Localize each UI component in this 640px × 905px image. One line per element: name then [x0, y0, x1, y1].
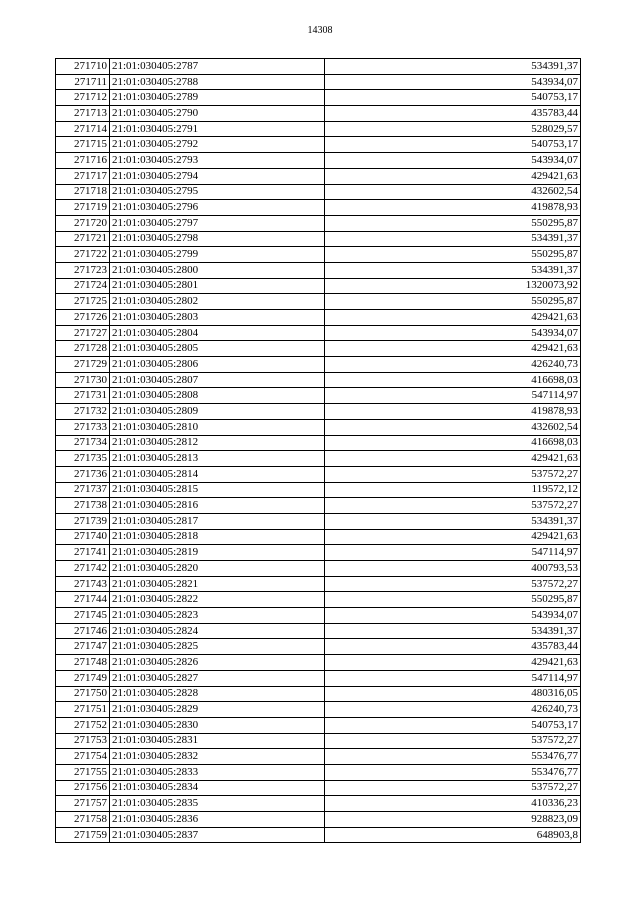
row-number: 271750 [56, 686, 110, 702]
cadastral-value: 429421,63 [325, 529, 581, 545]
table-row [56, 419, 581, 435]
cadastral-number: 21:01:030405:2804 [110, 325, 325, 341]
table-row [56, 608, 581, 624]
table-row [56, 482, 581, 498]
cadastral-number: 21:01:030405:2822 [110, 592, 325, 608]
cadastral-value: 534391,37 [325, 59, 581, 75]
row-number: 271714 [56, 121, 110, 137]
row-number: 271718 [56, 184, 110, 200]
cadastral-value: 547114,97 [325, 545, 581, 561]
cadastral-value: 410336,23 [325, 796, 581, 812]
table-row [56, 812, 581, 828]
row-number: 271730 [56, 372, 110, 388]
row-number: 271719 [56, 200, 110, 216]
cadastral-value: 432602,54 [325, 419, 581, 435]
cadastral-number: 21:01:030405:2793 [110, 153, 325, 169]
table-row [56, 341, 581, 357]
row-number: 271758 [56, 812, 110, 828]
cadastral-value: 426240,73 [325, 702, 581, 718]
table-row [56, 294, 581, 310]
cadastral-number: 21:01:030405:2830 [110, 717, 325, 733]
row-number: 271754 [56, 749, 110, 765]
cadastral-number: 21:01:030405:2833 [110, 764, 325, 780]
cadastral-number: 21:01:030405:2818 [110, 529, 325, 545]
cadastral-value: 543934,07 [325, 153, 581, 169]
cadastral-number: 21:01:030405:2816 [110, 498, 325, 514]
cadastral-number: 21:01:030405:2813 [110, 451, 325, 467]
cadastral-value: 429421,63 [325, 341, 581, 357]
table-row [56, 498, 581, 514]
cadastral-value: 547114,97 [325, 388, 581, 404]
cadastral-value: 429421,63 [325, 310, 581, 326]
cadastral-value: 419878,93 [325, 404, 581, 420]
table-row [56, 513, 581, 529]
cadastral-number: 21:01:030405:2792 [110, 137, 325, 153]
cadastral-number: 21:01:030405:2815 [110, 482, 325, 498]
table-row [56, 717, 581, 733]
cadastral-value: 537572,27 [325, 733, 581, 749]
table-row [56, 153, 581, 169]
table-row [56, 121, 581, 137]
cadastral-value: 416698,03 [325, 435, 581, 451]
cadastral-value: 547114,97 [325, 670, 581, 686]
table-row [56, 404, 581, 420]
cadastral-value: 119572,12 [325, 482, 581, 498]
row-number: 271736 [56, 466, 110, 482]
table-row [56, 749, 581, 765]
cadastral-number: 21:01:030405:2795 [110, 184, 325, 200]
cadastral-number: 21:01:030405:2835 [110, 796, 325, 812]
table-row [56, 231, 581, 247]
cadastral-value: 416698,03 [325, 372, 581, 388]
cadastral-number: 21:01:030405:2800 [110, 262, 325, 278]
cadastral-value: 528029,57 [325, 121, 581, 137]
cadastral-value: 550295,87 [325, 294, 581, 310]
table-row [56, 357, 581, 373]
table-row [56, 90, 581, 106]
cadastral-number: 21:01:030405:2807 [110, 372, 325, 388]
table-row [56, 827, 581, 843]
cadastral-value: 543934,07 [325, 74, 581, 90]
row-number: 271738 [56, 498, 110, 514]
cadastral-value: 435783,44 [325, 639, 581, 655]
table-row [56, 435, 581, 451]
row-number: 271745 [56, 608, 110, 624]
row-number: 271756 [56, 780, 110, 796]
table-row [56, 655, 581, 671]
cadastral-value: 429421,63 [325, 655, 581, 671]
table-row [56, 780, 581, 796]
cadastral-value: 543934,07 [325, 608, 581, 624]
row-number: 271746 [56, 623, 110, 639]
cadastral-number: 21:01:030405:2808 [110, 388, 325, 404]
cadastral-value: 480316,05 [325, 686, 581, 702]
cadastral-value: 435783,44 [325, 106, 581, 122]
cadastral-value: 540753,17 [325, 717, 581, 733]
cadastral-number: 21:01:030405:2831 [110, 733, 325, 749]
table-row [56, 168, 581, 184]
row-number: 271757 [56, 796, 110, 812]
cadastral-value: 534391,37 [325, 231, 581, 247]
table-row [56, 325, 581, 341]
table-row [56, 200, 581, 216]
cadastral-number: 21:01:030405:2829 [110, 702, 325, 718]
cadastral-number: 21:01:030405:2837 [110, 827, 325, 843]
table-row [56, 262, 581, 278]
cadastral-number: 21:01:030405:2789 [110, 90, 325, 106]
table-row [56, 310, 581, 326]
cadastral-number: 21:01:030405:2820 [110, 561, 325, 577]
table-row [56, 74, 581, 90]
row-number: 271753 [56, 733, 110, 749]
table-row [56, 466, 581, 482]
table-row [56, 388, 581, 404]
cadastral-value: 426240,73 [325, 357, 581, 373]
cadastral-value: 400793,53 [325, 561, 581, 577]
cadastral-number: 21:01:030405:2823 [110, 608, 325, 624]
row-number: 271755 [56, 764, 110, 780]
cadastral-number: 21:01:030405:2812 [110, 435, 325, 451]
table-row [56, 215, 581, 231]
cadastral-number: 21:01:030405:2791 [110, 121, 325, 137]
table-row [56, 623, 581, 639]
table-row [56, 372, 581, 388]
row-number: 271720 [56, 215, 110, 231]
row-number: 271728 [56, 341, 110, 357]
cadastral-number: 21:01:030405:2825 [110, 639, 325, 655]
table-row [56, 451, 581, 467]
row-number: 271732 [56, 404, 110, 420]
row-number: 271724 [56, 278, 110, 294]
row-number: 271740 [56, 529, 110, 545]
table-row [56, 686, 581, 702]
table-row [56, 106, 581, 122]
row-number: 271715 [56, 137, 110, 153]
cadastral-value: 543934,07 [325, 325, 581, 341]
row-number: 271725 [56, 294, 110, 310]
cadastral-number: 21:01:030405:2806 [110, 357, 325, 373]
table-row [56, 592, 581, 608]
row-number: 271729 [56, 357, 110, 373]
cadastral-value: 534391,37 [325, 623, 581, 639]
table-row [56, 137, 581, 153]
cadastral-value: 1320073,92 [325, 278, 581, 294]
row-number: 271748 [56, 655, 110, 671]
table-row [56, 796, 581, 812]
cadastral-value: 534391,37 [325, 513, 581, 529]
cadastral-number: 21:01:030405:2810 [110, 419, 325, 435]
cadastral-value: 540753,17 [325, 137, 581, 153]
cadastral-number: 21:01:030405:2826 [110, 655, 325, 671]
table-row [56, 247, 581, 263]
table-row [56, 278, 581, 294]
row-number: 271716 [56, 153, 110, 169]
row-number: 271741 [56, 545, 110, 561]
table-body [56, 59, 581, 843]
cadastral-value: 928823,09 [325, 812, 581, 828]
row-number: 271721 [56, 231, 110, 247]
cadastral-value: 537572,27 [325, 780, 581, 796]
row-number: 271737 [56, 482, 110, 498]
cadastral-value: 550295,87 [325, 215, 581, 231]
cadastral-number: 21:01:030405:2797 [110, 215, 325, 231]
cadastral-value: 432602,54 [325, 184, 581, 200]
table-row [56, 545, 581, 561]
cadastral-number: 21:01:030405:2796 [110, 200, 325, 216]
cadastral-value: 537572,27 [325, 576, 581, 592]
cadastral-value: 429421,63 [325, 451, 581, 467]
cadastral-value: 534391,37 [325, 262, 581, 278]
cadastral-number: 21:01:030405:2814 [110, 466, 325, 482]
cadastral-number: 21:01:030405:2827 [110, 670, 325, 686]
cadastral-value: 648903,8 [325, 827, 581, 843]
cadastral-number: 21:01:030405:2794 [110, 168, 325, 184]
cadastral-value: 540753,17 [325, 90, 581, 106]
cadastral-number: 21:01:030405:2836 [110, 812, 325, 828]
row-number: 271727 [56, 325, 110, 341]
cadastral-value: 550295,87 [325, 247, 581, 263]
cadastral-value-table [55, 58, 581, 843]
cadastral-number: 21:01:030405:2798 [110, 231, 325, 247]
cadastral-value: 553476,77 [325, 749, 581, 765]
row-number: 271710 [56, 59, 110, 75]
row-number: 271711 [56, 74, 110, 90]
cadastral-number: 21:01:030405:2817 [110, 513, 325, 529]
row-number: 271723 [56, 262, 110, 278]
cadastral-value: 429421,63 [325, 168, 581, 184]
cadastral-number: 21:01:030405:2788 [110, 74, 325, 90]
cadastral-value: 537572,27 [325, 466, 581, 482]
cadastral-number: 21:01:030405:2801 [110, 278, 325, 294]
row-number: 271735 [56, 451, 110, 467]
row-number: 271759 [56, 827, 110, 843]
cadastral-number: 21:01:030405:2828 [110, 686, 325, 702]
cadastral-number: 21:01:030405:2787 [110, 59, 325, 75]
table-row [56, 576, 581, 592]
row-number: 271751 [56, 702, 110, 718]
row-number: 271713 [56, 106, 110, 122]
cadastral-value: 419878,93 [325, 200, 581, 216]
page-number: 14308 [307, 25, 333, 36]
row-number: 271712 [56, 90, 110, 106]
row-number: 271743 [56, 576, 110, 592]
cadastral-number: 21:01:030405:2803 [110, 310, 325, 326]
cadastral-number: 21:01:030405:2834 [110, 780, 325, 796]
cadastral-number: 21:01:030405:2805 [110, 341, 325, 357]
row-number: 271749 [56, 670, 110, 686]
cadastral-number: 21:01:030405:2802 [110, 294, 325, 310]
table-row [56, 59, 581, 75]
cadastral-number: 21:01:030405:2832 [110, 749, 325, 765]
row-number: 271739 [56, 513, 110, 529]
row-number: 271752 [56, 717, 110, 733]
cadastral-number: 21:01:030405:2819 [110, 545, 325, 561]
table-row [56, 764, 581, 780]
table-row [56, 184, 581, 200]
cadastral-number: 21:01:030405:2821 [110, 576, 325, 592]
row-number: 271744 [56, 592, 110, 608]
cadastral-value: 537572,27 [325, 498, 581, 514]
cadastral-number: 21:01:030405:2809 [110, 404, 325, 420]
cadastral-value: 553476,77 [325, 764, 581, 780]
row-number: 271747 [56, 639, 110, 655]
cadastral-number: 21:01:030405:2799 [110, 247, 325, 263]
table-row [56, 529, 581, 545]
row-number: 271742 [56, 561, 110, 577]
row-number: 271734 [56, 435, 110, 451]
cadastral-value: 550295,87 [325, 592, 581, 608]
cadastral-number: 21:01:030405:2824 [110, 623, 325, 639]
table-row [56, 702, 581, 718]
table-row [56, 561, 581, 577]
row-number: 271726 [56, 310, 110, 326]
table-row [56, 733, 581, 749]
row-number: 271717 [56, 168, 110, 184]
table-row [56, 639, 581, 655]
row-number: 271731 [56, 388, 110, 404]
cadastral-number: 21:01:030405:2790 [110, 106, 325, 122]
row-number: 271733 [56, 419, 110, 435]
row-number: 271722 [56, 247, 110, 263]
table-row [56, 670, 581, 686]
